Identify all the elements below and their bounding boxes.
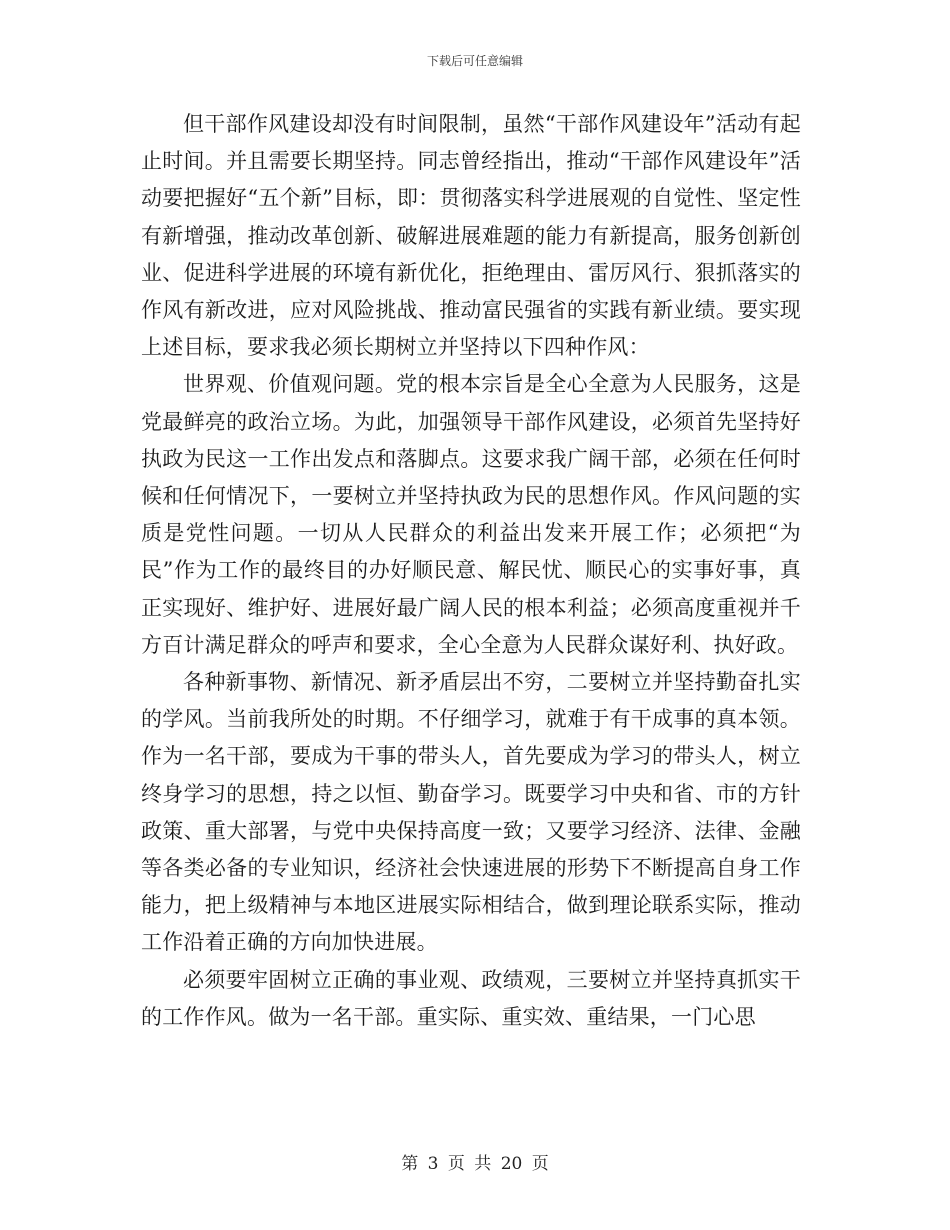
- paragraph-2: 世界观、价值观问题。党的根本宗旨是全心全意为人民服务，这是党最鲜亮的政治立场。为此，加强领导干部作风建设，必须首先坚持好执政为民这一工作出发点和落脚点。这要求我广阔干部，必须在任何时候和任何情况下，一要树立并坚持执政为民的思想作风。作风问题的实质是党性问题。一切从人民群众的利益出发来开展工作；必须把“为民”作为工作的最终目的办好顺民意、解民忧、顺民心的实事好事，真正实现好、维护好、进展好最广阔人民的根本利益；必须高度重视并千方百计满足群众的呼声和要求，全心全意为人民群众谋好利、执好政。: [141, 372, 801, 657]
- document-body: [141, 106, 801, 1036]
- page-header: 下载后可任意编辑: [426, 54, 523, 68]
- paragraph-4: 必须要牢固树立正确的事业观、政绩观，三要树立并坚持真抓实干的工作作风。做为一名干部。重实际、重实效、重结果，一门心思: [141, 967, 801, 1029]
- paragraph-1: 但干部作风建设却没有时间限制，虽然“干部作风建设年”活动有起止时间。并且需要长期坚持。同志曾经指出，推动“干部作风建设年”活动要把握好“五个新”目标，即：贯彻落实科学进展观的自觉性、坚定性有新增强，推动改革创新、破解进展难题的能力有新提高，服务创新创业、促进科学进展的环境有新优化，拒绝理由、雷厉风行、狠抓落实的作风有新改进，应对风险挑战、推动富民强省的实践有新业绩。要实现上述目标，要求我必须长期树立并坚持以下四种作风：: [141, 112, 801, 360]
- page-footer: 第 3 页 共 20 页: [401, 1154, 549, 1174]
- paragraph-3: 各种新事物、新情况、新矛盾层出不穷，二要树立并坚持勤奋扎实的学风。当前我所处的时期。不仔细学习，就难于有干成事的真本领。作为一名干部，要成为干事的带头人，首先要成为学习的带头人，树立终身学习的思想，持之以恒、勤奋学习。既要学习中央和省、市的方针政策、重大部署，与党中央保持高度一致；又要学习经济、法律、金融等各类必备的专业知识，经济社会快速进展的形势下不断提高自身工作能力，把上级精神与本地区进展实际相结合，做到理论联系实际，推动工作沿着正确的方向加快进展。: [141, 670, 801, 955]
